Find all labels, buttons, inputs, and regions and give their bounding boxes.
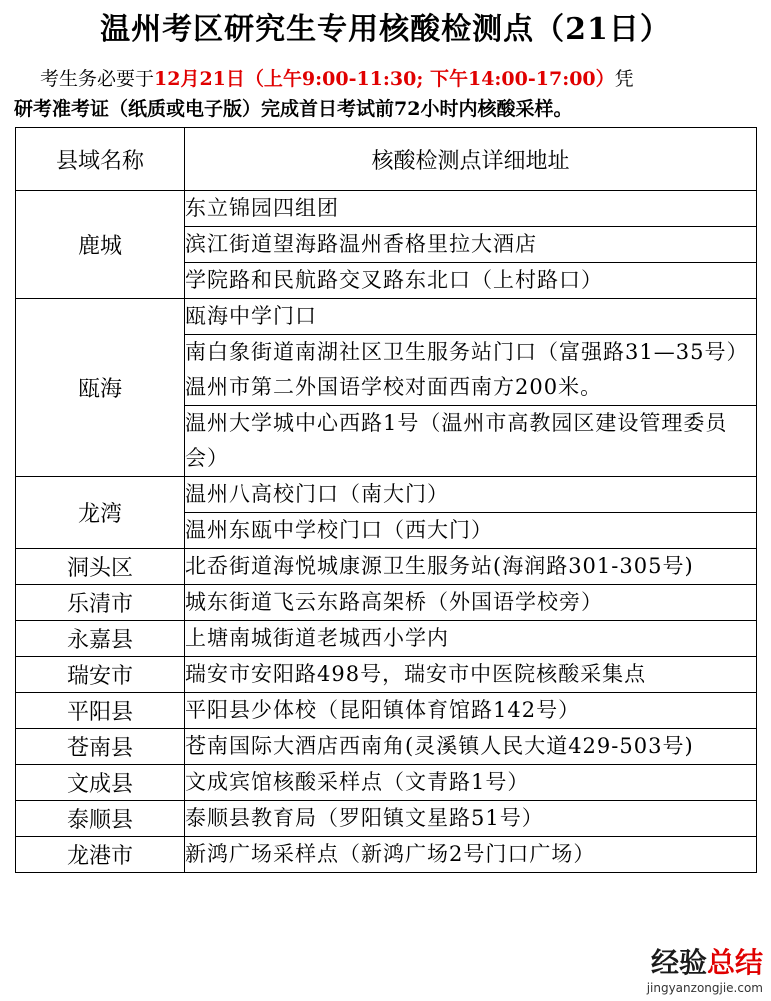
- table-row: [16, 621, 757, 657]
- notice-paragraph: [14, 64, 764, 124]
- site-address: 瑞安市安阳路498号，瑞安市中医院核酸采集点: [185, 657, 757, 693]
- site-address: 城东街道飞云东路高架桥（外国语学校旁）: [185, 585, 757, 621]
- site-address: 平阳县少体校（昆阳镇体育馆路142号）: [185, 693, 757, 729]
- county-name: 瓯海: [16, 299, 185, 477]
- county-name: 瑞安市: [16, 657, 185, 693]
- table-body: [16, 191, 757, 873]
- watermark-brand: 经验总结: [650, 946, 763, 979]
- site-address: 温州东瓯中学校门口（西大门）: [185, 513, 757, 549]
- notice-line-2: 研考准考证（纸质或电子版）完成首日考试前72小时内核酸采样。: [14, 98, 573, 120]
- county-name: 鹿城: [16, 191, 185, 299]
- site-address: 东立锦园四组团: [185, 191, 757, 227]
- site-address: 温州八高校门口（南大门）: [185, 477, 757, 513]
- table-row: [16, 765, 757, 801]
- county-name: 龙湾: [16, 477, 185, 549]
- site-address: 瓯海中学门口: [185, 299, 757, 335]
- site-address: 学院路和民航路交叉路东北口（上村路口）: [185, 263, 757, 299]
- notice-prefix: 考生务必要于: [40, 68, 155, 90]
- table-row: [16, 477, 757, 513]
- county-name: 乐清市: [16, 585, 185, 621]
- county-name: 文成县: [16, 765, 185, 801]
- table-row: [16, 657, 757, 693]
- county-name: 洞头区: [16, 549, 185, 585]
- table-row: [16, 299, 757, 335]
- notice-line-1: [14, 64, 764, 94]
- testing-sites-table: [15, 127, 757, 873]
- site-address: 滨江街道望海路温州香格里拉大酒店: [185, 227, 757, 263]
- table-header-row: [16, 128, 757, 191]
- header-address: 核酸检测点详细地址: [185, 128, 757, 191]
- site-address: 文成宾馆核酸采样点（文青路1号）: [185, 765, 757, 801]
- site-address: 泰顺县教育局（罗阳镇文星路51号）: [185, 801, 757, 837]
- county-name: 苍南县: [16, 729, 185, 765]
- site-address: 温州大学城中心西路1号（温州市高教园区建设管理委员会）: [185, 406, 757, 477]
- table-row: [16, 729, 757, 765]
- header-county: 县域名称: [16, 128, 185, 191]
- county-name: 龙港市: [16, 837, 185, 873]
- site-address: 苍南国际大酒店西南角(灵溪镇人民大道429-503号): [185, 729, 757, 765]
- table-row: [16, 549, 757, 585]
- watermark: [647, 941, 763, 995]
- page-title: 温州考区研究生专用核酸检测点（21日）: [100, 12, 671, 47]
- site-address: 上塘南城街道老城西小学内: [185, 621, 757, 657]
- notice-mid: 凭: [614, 68, 634, 90]
- table-row: [16, 801, 757, 837]
- site-address: 南白象街道南湖社区卫生服务站门口（富强路31—35号）温州市第二外国语学校对面西南方200米。: [185, 335, 757, 406]
- county-name: 泰顺县: [16, 801, 185, 837]
- site-address: 新鸿广场采样点（新鸿广场2号门口广场）: [185, 837, 757, 873]
- table-row: [16, 693, 757, 729]
- county-name: 永嘉县: [16, 621, 185, 657]
- county-name: 平阳县: [16, 693, 185, 729]
- table-row: [16, 585, 757, 621]
- table-row: [16, 837, 757, 873]
- watermark-url: jingyanzongjie.com: [646, 981, 763, 995]
- site-address: 北岙街道海悦城康源卫生服务站(海润路301-305号): [185, 549, 757, 585]
- notice-time-range: 12月21日（上午9:00-11:30; 下午14:00-17:00）: [154, 68, 615, 90]
- table-row: [16, 191, 757, 227]
